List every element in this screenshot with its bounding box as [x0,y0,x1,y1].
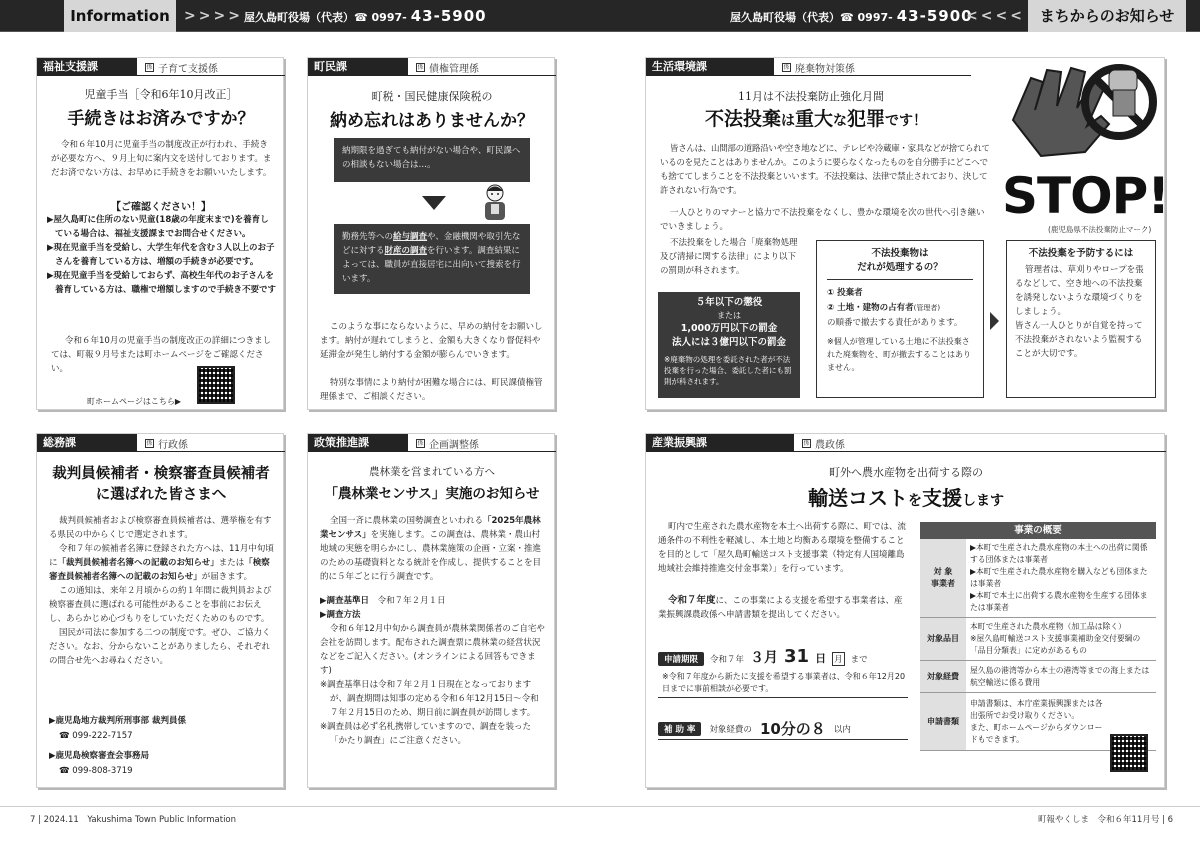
deadline-block: 申請期限 令和７年 ３月 31 日 月 まで ※令和７年度から新たに支援を希望する事業者は、令和６年12月20日までに事前相談が必要です。 [658,646,908,698]
deadline-label: 申請期限 [658,652,704,666]
card-header [37,434,188,452]
stop-caption: (鹿児島県不法投棄防止マーク) [1048,225,1152,234]
right-arrow-icon [990,312,999,330]
qr-code[interactable] [197,366,235,404]
table-row: 対象経費 屋久島の港湾等から本土の港湾等までの海上または航空輸送に係る費用 [920,661,1156,693]
footer-left: 7 | 2024.11 Yakushima Town Public Information [30,815,237,825]
check-item: ▶現在児童手当を受給し、大学生年代を含む３人以上のお子さんを養育している方は、増額の手続きが必要です。 [47,243,275,267]
notice-tag: まちからのお知らせ [1028,0,1186,32]
body-text-2: 特別な事情により納付が困難な場合には、町民課債権管理係まで、ご相談ください。 [320,378,543,402]
table-row: 対象品目 本町で生産された農水産物（加工品は除く） ※屋久島町輸送コスト支援事業補助金交付要綱の「品目分類表」に定めがあるもの [920,618,1156,661]
contacts [49,714,275,779]
appeal-text: 一人ひとりのマナーと協力で不法投棄をなくし、豊かな環境を次の世代へ引き継いでいきましょう。 [660,208,985,232]
deadline-note: ※令和７年度から新たに支援を希望する事業者は、令和６年12月20日までに事前相談が必要です。 [662,672,906,693]
card-header [37,58,218,76]
rate-block: 補 助 率 対象経費の 10分の８ 以内 [658,718,908,740]
title: 輸送コストを支援します [808,486,1004,510]
qr-code[interactable] [1110,734,1148,772]
section-icon: 係 [146,439,153,447]
section-icon: 係 [803,439,810,447]
hp-label: 町ホームページはこちら▶ [87,397,181,406]
section-label: 係 企画調整係 [417,439,479,451]
check-list [47,213,277,297]
section-icon: 係 [417,63,424,71]
card-header [646,58,855,76]
subtitle: 農林業を営まれている方へ [369,466,495,478]
person-icon [478,182,512,222]
section-icon: 係 [417,439,424,447]
intro-text: 町内で生産された農水産物を本土へ出荷する際に、町では、流通条件の不利性を軽減し、本土地と均衡ある環境を整備することを目的として「屋久島町輸送コスト支援事業（特定有人国境離島地域社会維持推進交付金事業）」を行っています。 [658,522,907,574]
subtitle: 児童手当［令和6年10月改正］ [84,88,238,101]
prevent-text: 管理者は、草刈りやロープを張るなどして、空き地への不法投棄を誘発しないような環境づくりをしましょう。 皆さん一人ひとりが自覚を持って不法投棄がされないよう監視することが大切です。 [1015,265,1144,359]
dept-label: 生活環境課 [646,58,774,76]
left-phone: 屋久島町役場（代表）☎ 0997- 43-5900 [244,7,487,25]
intro-text: 全国一斉に農林業の国勢調査といわれる「2025年農林業センサス」を実施します。この調査は、農林業・農山村地域の実態を明らかにし、農林業施策の企画・立案・推進のための基礎資料となる統計を作成し、提供することを目的に５年ごとに行う調査です。 [320,516,542,582]
summary-rows [920,539,1156,751]
table-row: 申請書類 申請書類は、本庁産業振興課または各出張所でお受け取りください。 また、町ホームページからダウンロードもできます。 [920,693,1156,751]
policy-card [307,433,555,788]
investigation-box: 勤務先等への給与調査や、金融機関や取引先などに対する財産の調査を行います。調査結果によっては、職員が直接居宅に出向いて捜索を行います。 [334,224,530,294]
dept-label: 福祉支援課 [37,58,137,76]
who-title: 不法投棄物は だれが処理するの？ [827,241,973,280]
table-title: 事業の概要 [920,522,1156,539]
welfare-card [36,57,284,410]
prevent-title: 不法投棄を予防するには [1028,248,1134,259]
card-header [308,434,479,452]
section-label: 係 子育て支援係 [146,63,218,75]
prevent-box [1006,240,1156,398]
dept-label: 総務課 [37,434,137,452]
who-box: 不法投棄物は だれが処理するの？ ① 投棄者 ② 土地・建物の占有者(管理者) の順番で撤去する責任があります。 ※個人が管理している土地に不法投棄された廃棄物を、町が撤去することはありません。 [816,240,984,398]
intro-text: 令和６年10月に児童手当の制度改正が行われ、手続きが必要な方へ、９月上旬に案内文を送付しております。まだお済でない方は、お早めに手続きをお願いいたします。 [51,140,272,178]
body: 裁判員候補者および検察審査員候補者は、選挙権を有する県民の中からくじで選定されます。 令和７年の候補者名簿に登録された方へは、11月中旬頃に「裁判員候補者名簿への記載のお知らせ」または「検察審査員候補者名簿への記載のお知らせ」が届きます。 この通知は、来年２月頃からの約１年間に裁判員および検察審査員に選ばれる可能性があることを事前にお伝えし、あらかじめ心づもりをしていただくためのものです。 国民が司法に参加する二つの制度です。ぜひ、ご協力ください。なお、分からないことがありましたら、それぞれの問合せ先へお尋ねください。 [49,516,274,666]
section-label: 係 行政係 [146,439,188,451]
dept-label: 町民課 [308,58,408,76]
apply-text: 令和７年度に、この事業による支援を希望する事業者は、産業振興課農政係へ申請書類を提出してください。 [658,595,903,620]
contact-name: ▶鹿児島検察審査会事務局 [49,751,150,761]
contact-phone[interactable]: ☎ 099-222-7157 [59,731,133,741]
down-arrow-icon [422,196,446,210]
section-label: 係 債権管理係 [417,63,479,75]
rate-label: 補 助 率 [658,722,701,736]
title: 「農林業センサス」実施のお知らせ [324,486,540,502]
check-item: ▶屋久島町に住所のない児童(18歳の年度末まで)を養育している場合は、福祉支援課までお問合せください。 [47,215,269,239]
subtitle: 11月は不法投棄防止強化月間 [738,90,884,103]
penalty-intro: 不法投棄をした場合「廃棄物処理及び清掃に関する法律」により以下の罰則が科されます。 [660,238,798,276]
environment-card [645,57,1170,410]
right-arrows: <<<< [966,8,1025,24]
section-label: 係 廃棄物対策係 [783,63,855,75]
outro-text: 令和６年10月の児童手当の制度改正の詳細につきましては、町報９月号または町ホームページをご確認ください。 [51,336,272,374]
check-heading: 【ご確認ください！】 [111,202,211,213]
left-arrows: >>>> [184,8,243,24]
footer-right: 町報やくしま 令和６年11月号 | 6 [1038,815,1173,825]
details: ▶調査基準日 令和７年２月１日 ▶調査方法 令和６年12月中旬から調査員が農林業関係者のご自宅や会社を訪問します。配布された調査票に農林業の経営状況などをご記入ください。(オンラインによる回答もできます) ※調査基準日は令和７年２月１日現在となっておりますが、調査期間は知事の定める令和６年12月15日〜令和７年２月15日のため、期日前に調査員が訪問します。 ※調査員は必ず名札携帯していますので、調査を装った「かたり調査」にご注意ください。 [320,596,545,746]
right-phone: 屋久島町役場（代表）☎ 0997- 43-5900 [730,7,973,25]
resident-card [307,57,555,410]
subtitle: 町税・国民健康保険税の [371,90,493,103]
summary-table [920,522,1156,751]
title: 裁判員候補者・検察審査員候補者 に選ばれた皆さまへ [52,466,270,503]
body-text: このような事にならないように、早めの納付をお願いします。納付が遅れてしまうと、金額も大きくなり督促料や延滞金が発生し納付する金額が膨らんでいきます。 [320,322,543,360]
title: 不法投棄は重大な犯罪です！ [704,108,928,130]
section-label: 係 農政係 [803,439,845,451]
card-header [646,434,845,452]
stop-hand-icon [1001,60,1161,168]
contact-phone[interactable]: ☎ 099-808-3719 [59,766,133,776]
subtitle: 町外へ農水産物を出荷する際の [829,466,983,479]
table-row: 対 象 事業者 ▶本町で生産された農水産物の本土への出荷に関係する団体または事業者 ▶本町で生産された農水産物を購入なども団体または事業者 ▶本町で本土に出荷する農水産物を生産する団体または事業者 [920,539,1156,618]
check-item: ▶現在児童手当を受給しておらず、高校生年代のお子さんを養育している方は、職権で増額しますので手続き不要です [47,271,277,295]
section-icon: 係 [783,63,790,71]
intro-text: 皆さんは、山間部の道路沿いや空き地などに、テレビや冷蔵庫・家具などが捨てられているのを見たことはありませんか。このように要らなくなったものを自分勝手にどこへでも捨ててしまうことを不法投棄といいます。不法投棄は、法律で禁止されており、決して許されない行為です。 [660,144,990,196]
dept-label: 産業振興課 [646,434,794,452]
dept-label: 政策推進課 [308,434,408,452]
general-card [36,433,284,788]
section-icon: 係 [146,63,153,71]
title: 納め忘れはありませんか？ [330,111,534,131]
stop-text: STOP! [1002,167,1170,225]
warning-box: 納期限を過ぎても納付がない場合や、町民課への相談もない場合は…。 [334,138,530,182]
industry-card [645,433,1165,788]
information-tag: Information [64,0,176,32]
card-header [308,58,479,76]
penalty-box: ５年以下の懲役 または 1,000万円以下の罰金 法人には３億円以下の罰金 ※廃棄物の処理を委託された者が不法投棄を行った場合、委託した者にも罰則が科されます。 [658,292,800,398]
title: 手続きはお済みですか？ [67,109,255,129]
contact-name: ▶鹿児島地方裁判所刑事部 裁判員係 [49,716,186,726]
